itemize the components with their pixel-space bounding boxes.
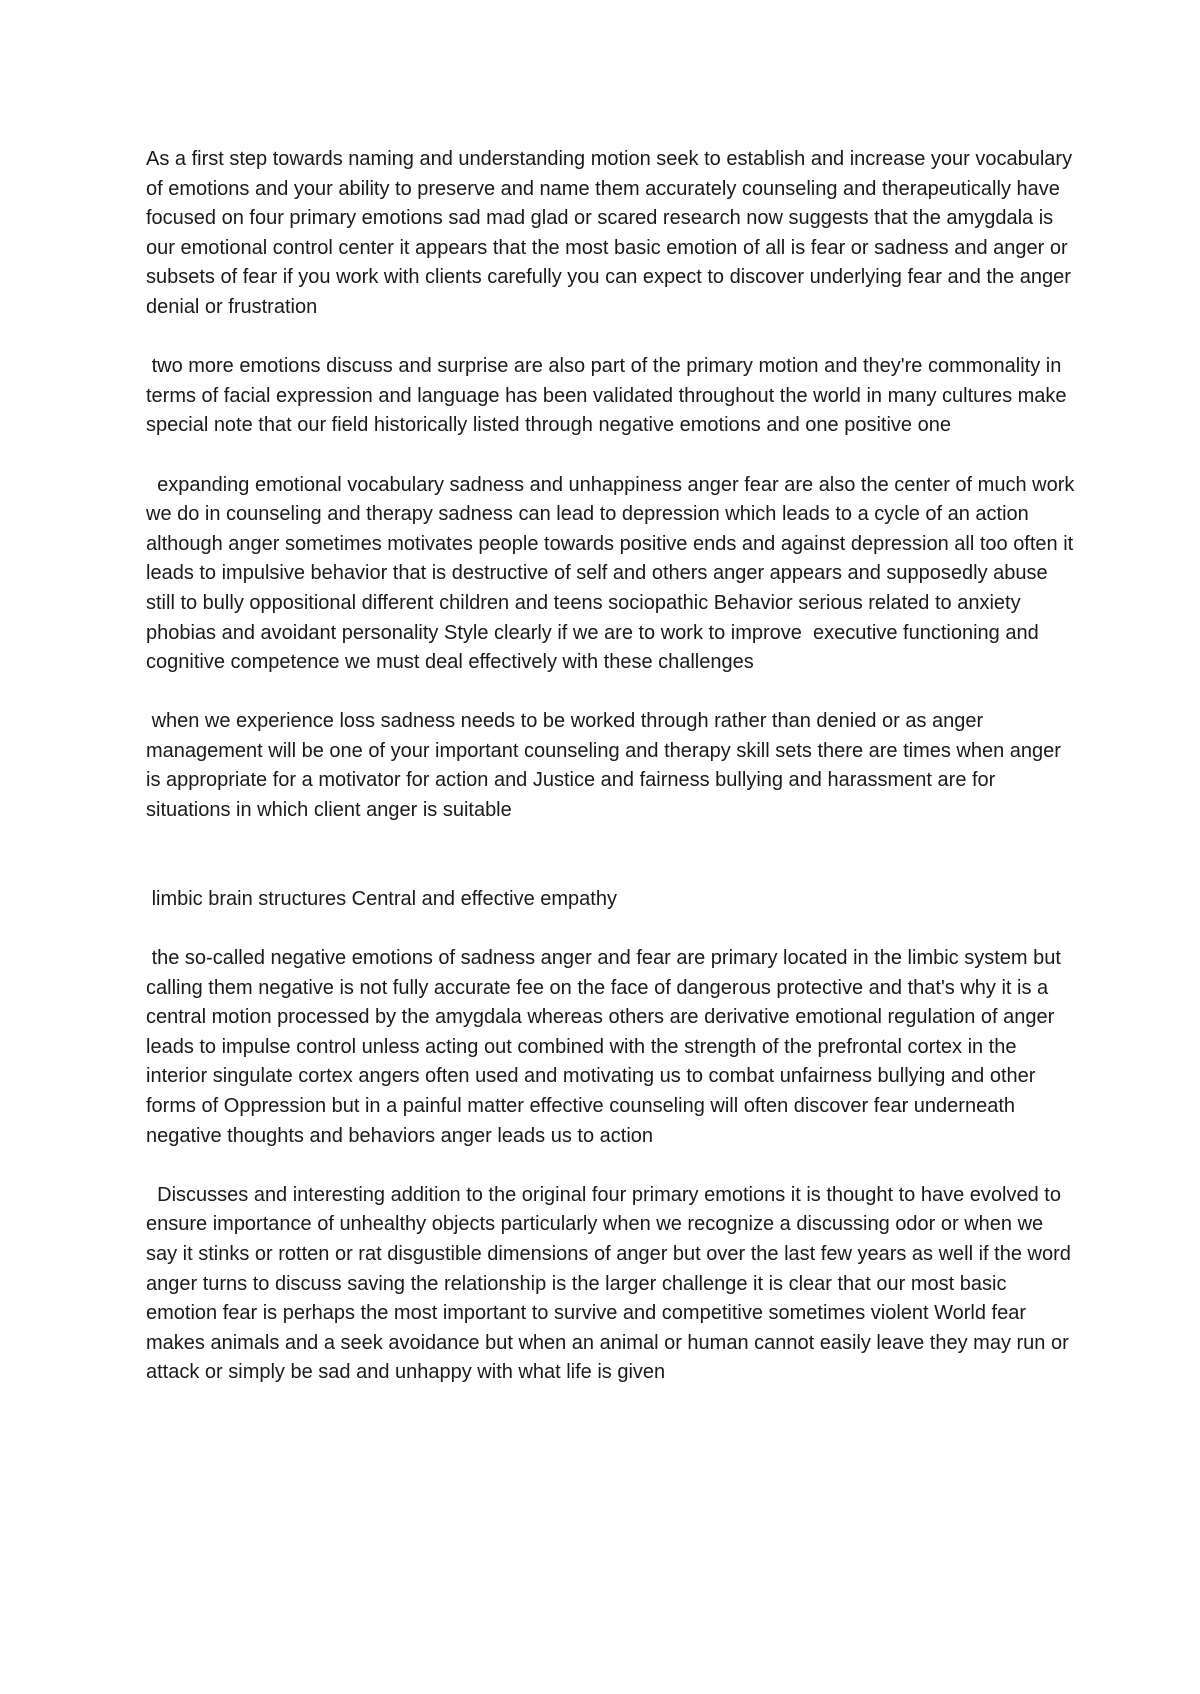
paragraph-5: the so-called negative emotions of sadness anger and fear are primary located in the limbic system but calling them negative is not fully accurate fee on the face of dangerous protective and that's why it is a central motion processed by the amygdala whereas others are derivative emotional regulation of anger leads to impulse control unless acting out combined with the strength of the prefrontal cortex in the interior singulate cortex angers often used and motivating us to combat unfairness bullying and other forms of Oppression but in a painful matter effective counseling will often discover fear underneath negative thoughts and behaviors anger leads us to action (146, 947, 1067, 1147)
paragraph-1: As a first step towards naming and understanding motion seek to establish and increase your vocabulary of emotions and your ability to preserve and name them accurately counseling and therapeutically have focused on four primary emotions sad mad glad or scared research now suggests that the amygdala is our emotional control center it appears that the most basic emotion of all is fear or sadness and anger or subsets of fear if you work with clients carefully you can expect to discover underlying fear and the anger denial or frustration (146, 148, 1078, 318)
paragraph-2: two more emotions discuss and surprise are also part of the primary motion and they're commonality in terms of facial expression and language has been validated throughout the world in many cultures make special note that our field historically listed through negative emotions and one positive one (146, 355, 1073, 437)
paragraph-6: Discusses and interesting addition to the original four primary emotions it is thought to have evolved to ensure importance of unhealthy objects particularly when we recognize a discussing odor or when we say it stinks or rotten or rat disgustible dimensions of anger but over the last few years as well if the word anger turns to discuss saving the relationship is the larger challenge it is clear that our most basic emotion fear is perhaps the most important to survive and competitive sometimes violent World fear makes animals and a seek avoidance but when an animal or human cannot easily leave they may run or attack or simply be sad and unhappy with what life is given (146, 1183, 1077, 1384)
paragraph-3: expanding emotional vocabulary sadness and unhappiness anger fear are also the center of much work we do in counseling and therapy sadness can lead to depression which leads to a cycle of an action although anger sometimes motivates people towards positive ends and against depression all too often it leads to impulsive behavior that is destructive of self and others anger appears and supposedly abuse still to bully oppositional different children and teens sociopathic Behavior serious related to anxiety phobias and avoidant personality Style clearly if we are to work to improve executive functioning and cognitive competence we must deal effectively with these challenges (146, 473, 1080, 674)
section-heading-limbic: limbic brain structures Central and effective empathy (146, 887, 617, 910)
document-body (146, 145, 1080, 1418)
paragraph-4: when we experience loss sadness needs to be worked through rather than denied or as anger management will be one of your important counseling and therapy skill sets there are times when anger is appropriate for a motivator for action and Justice and fairness bullying and harassment are for situations in which client anger is suitable (146, 710, 1067, 822)
